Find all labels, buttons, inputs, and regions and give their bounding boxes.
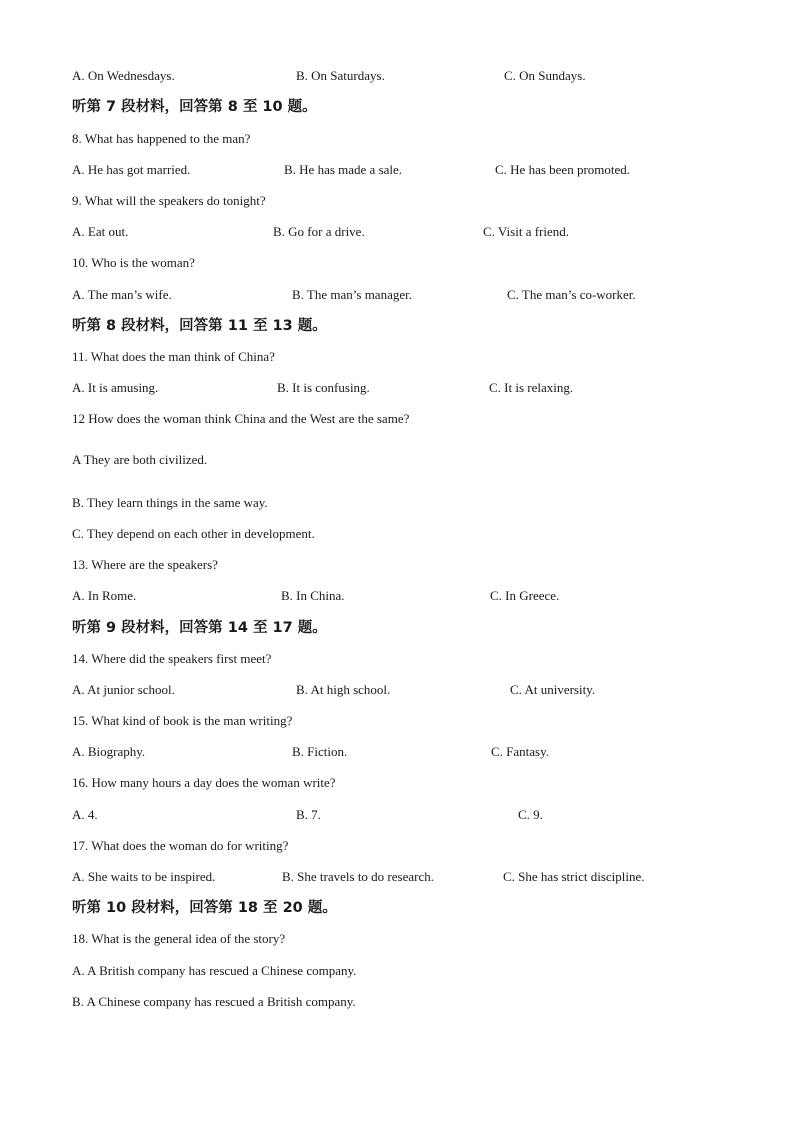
q8-option-a: A. He has got married.	[72, 162, 191, 177]
option-b: B. On Saturdays.	[296, 68, 385, 83]
q13-option-a: A. In Rome.	[72, 588, 137, 603]
q9-option-a: A. Eat out.	[72, 224, 129, 239]
option-c: C. On Sundays.	[504, 68, 586, 83]
q16-option-b: B. 7.	[296, 807, 321, 822]
q10-option-b: B. The man’s manager.	[292, 287, 412, 302]
q10-option-a: A. The man’s wife.	[72, 287, 172, 302]
question-14: 14. Where did the speakers first meet?	[72, 651, 272, 666]
q12-option-b: B. They learn things in the same way.	[72, 495, 268, 510]
q18-option-a: A. A British company has rescued a Chinese company.	[72, 963, 357, 978]
section-heading-9: 听第 9 段材料，回答第 14 至 17 题。	[72, 620, 327, 636]
question-8: 8. What has happened to the man?	[72, 131, 251, 146]
q11-option-a: A. It is amusing.	[72, 380, 159, 395]
question-17: 17. What does the woman do for writing?	[72, 838, 289, 853]
q14-option-c: C. At university.	[510, 682, 596, 697]
q16-option-c: C. 9.	[518, 807, 543, 822]
section-heading-8: 听第 8 段材料，回答第 11 至 13 题。	[72, 318, 327, 334]
q17-option-a: A. She waits to be inspired.	[72, 869, 216, 884]
question-16: 16. How many hours a day does the woman write?	[72, 775, 336, 790]
q11-option-c: C. It is relaxing.	[489, 380, 574, 395]
question-11: 11. What does the man think of China?	[72, 349, 275, 364]
q15-option-a: A. Biography.	[72, 744, 146, 759]
q8-option-b: B. He has made a sale.	[284, 162, 403, 177]
q12-option-a: A They are both civilized.	[72, 452, 208, 467]
option-a: A. On Wednesdays.	[72, 68, 175, 83]
q10-option-c: C. The man’s co-worker.	[507, 287, 636, 302]
q14-option-b: B. At high school.	[296, 682, 391, 697]
q13-option-c: C. In Greece.	[490, 588, 560, 603]
q15-option-b: B. Fiction.	[292, 744, 348, 759]
section-heading-10: 听第 10 段材料，回答第 18 至 20 题。	[72, 900, 337, 916]
q17-option-b: B. She travels to do research.	[282, 869, 434, 884]
q16-option-a: A. 4.	[72, 807, 98, 822]
q18-option-b: B. A Chinese company has rescued a British company.	[72, 994, 356, 1009]
q9-option-c: C. Visit a friend.	[483, 224, 569, 239]
q17-option-c: C. She has strict discipline.	[503, 869, 645, 884]
q9-option-b: B. Go for a drive.	[273, 224, 365, 239]
question-18: 18. What is the general idea of the story?	[72, 931, 286, 946]
q8-option-c: C. He has been promoted.	[495, 162, 631, 177]
question-10: 10. Who is the woman?	[72, 255, 195, 270]
q14-option-a: A. At junior school.	[72, 682, 175, 697]
question-15: 15. What kind of book is the man writing?	[72, 713, 293, 728]
q13-option-b: B. In China.	[281, 588, 345, 603]
q15-option-c: C. Fantasy.	[491, 744, 550, 759]
section-heading-7: 听第 7 段材料，回答第 8 至 10 题。	[72, 99, 317, 115]
question-9: 9. What will the speakers do tonight?	[72, 193, 266, 208]
question-12: 12 How does the woman think China and the West are the same?	[72, 411, 410, 426]
q11-option-b: B. It is confusing.	[277, 380, 370, 395]
q12-option-c: C. They depend on each other in development.	[72, 526, 315, 541]
question-13: 13. Where are the speakers?	[72, 557, 218, 572]
